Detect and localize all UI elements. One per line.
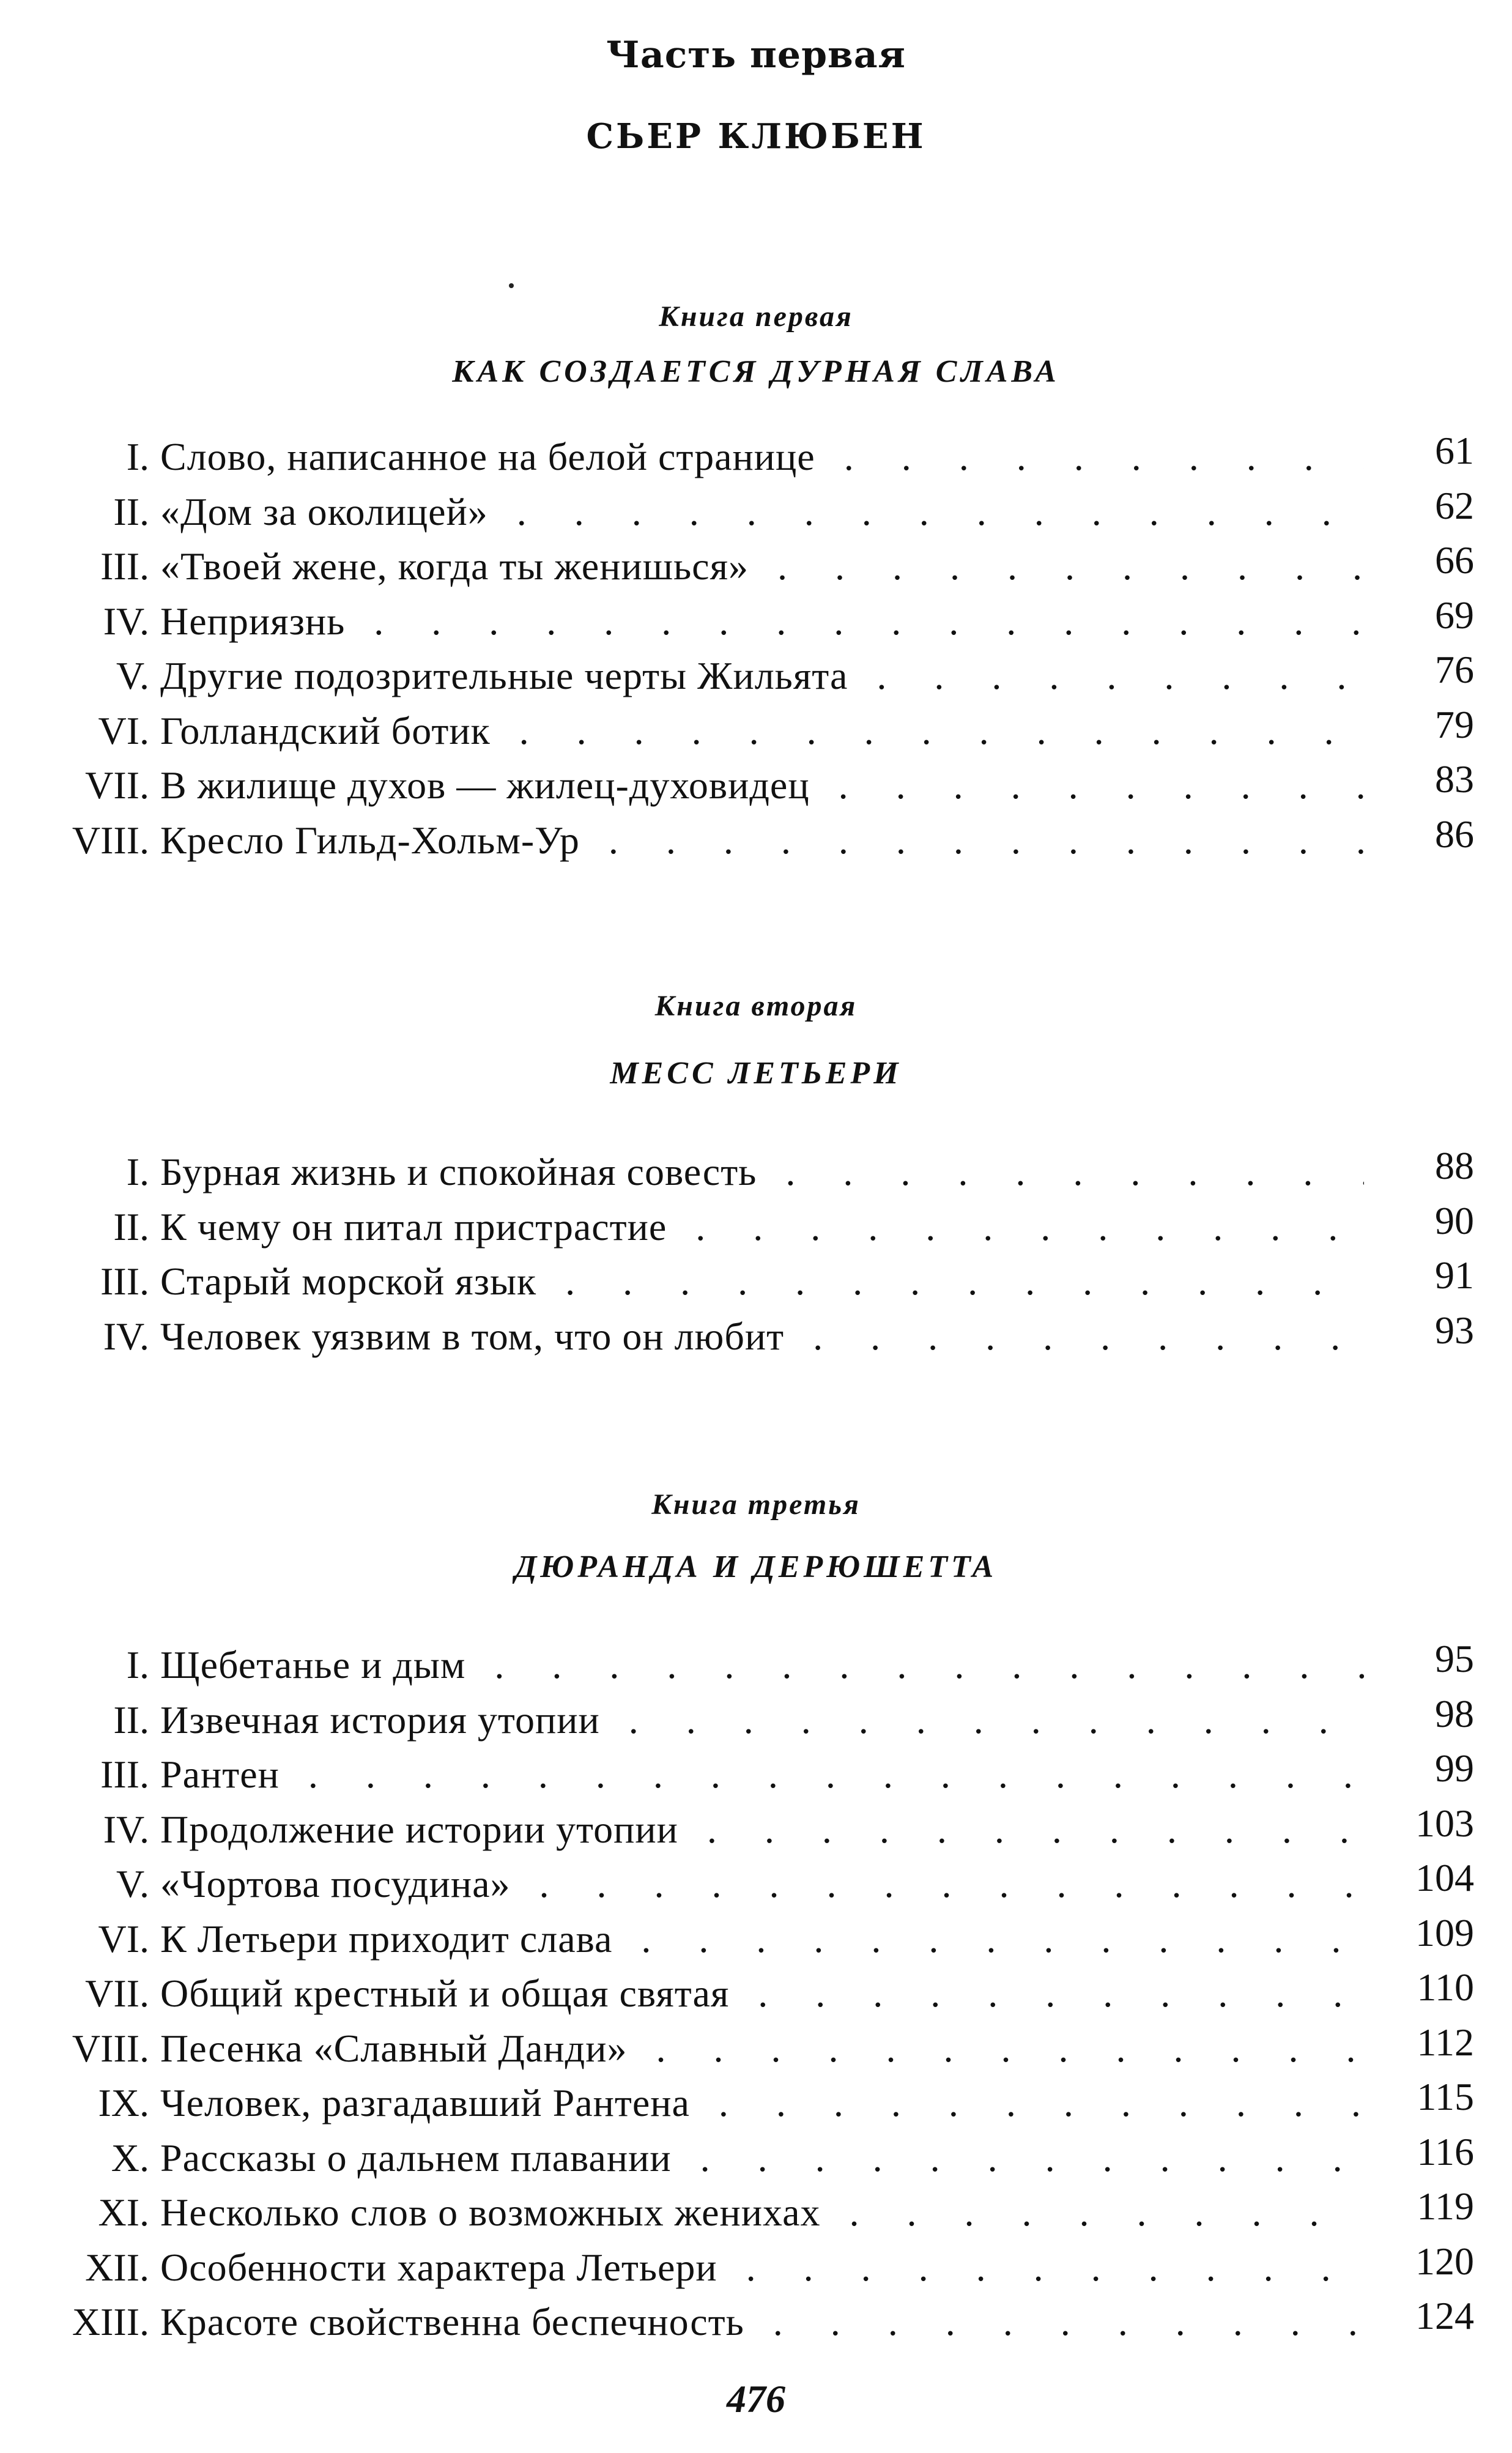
chapter-page: 119 xyxy=(1364,2179,1474,2234)
chapter-number: II. xyxy=(113,1698,149,1742)
chapter-number: VII. xyxy=(85,763,149,807)
chapter-number: IV. xyxy=(103,1314,149,1358)
chapter-title: Рантен . . . xyxy=(160,1747,1371,1802)
chapter-number: VI. xyxy=(98,708,149,752)
book-title: ДЮРАНДА И ДЕРЮШЕТТА xyxy=(514,1549,998,1584)
chapter-number: II. xyxy=(113,489,149,533)
chapter-number: XII. xyxy=(85,2245,149,2289)
chapter-page: 104 xyxy=(1364,1850,1474,1906)
chapter-title: «Твоей жене, когда ты женишься» . . . xyxy=(160,539,1371,594)
chapter-title: В жилище духов — жилец-духовидец . . . xyxy=(160,758,1371,813)
chapter-title: Рассказы о дальнем плавании . . . xyxy=(160,2131,1371,2186)
chapter-number: XIII. xyxy=(72,2300,149,2344)
chapter-page: 103 xyxy=(1364,1796,1474,1851)
chapter-page: 62 xyxy=(1364,478,1474,533)
toc-row xyxy=(0,1857,1512,1912)
chapter-number: I. xyxy=(126,1643,149,1687)
toc-row xyxy=(0,1254,1512,1309)
chapter-number: IX. xyxy=(98,2081,149,2125)
chapter-page: 99 xyxy=(1364,1741,1474,1796)
chapter-page: 110 xyxy=(1364,1960,1474,2015)
chapter-page: 109 xyxy=(1364,1906,1474,1961)
chapter-title: Бурная жизнь и спокойная совесть . . . xyxy=(160,1145,1371,1200)
book-label: Книга первая xyxy=(659,300,853,333)
chapter-page: 61 xyxy=(1364,423,1474,478)
chapter-page: 76 xyxy=(1364,642,1474,697)
chapter-number: VI. xyxy=(98,1917,149,1961)
toc-row xyxy=(0,2021,1512,2076)
chapter-page: 98 xyxy=(1364,1687,1474,1742)
chapter-title: Человек, разгадавший Рантена . . . xyxy=(160,2076,1371,2131)
chapter-title: Другие подозрительные черты Жильята . . . xyxy=(160,648,1371,703)
toc-row xyxy=(0,1966,1512,2021)
toc-row xyxy=(0,2131,1512,2186)
toc-row xyxy=(0,1309,1512,1364)
toc-row xyxy=(0,1912,1512,1967)
toc-row xyxy=(0,2185,1512,2240)
chapter-number: III. xyxy=(100,544,149,588)
toc-row xyxy=(0,1145,1512,1200)
chapter-title: Кресло Гильд-Хольм-Ур . . . xyxy=(160,813,1371,868)
chapter-number: I. xyxy=(126,435,149,478)
toc-list xyxy=(0,1638,1512,2350)
toc-row xyxy=(0,1693,1512,1748)
chapter-title: Продолжение истории утопии . . . xyxy=(160,1802,1371,1857)
chapter-title: Старый морской язык . . . xyxy=(160,1254,1371,1309)
chapter-title: Извечная история утопии . . . xyxy=(160,1693,1371,1748)
chapter-page: 69 xyxy=(1364,588,1474,643)
chapter-number: I. xyxy=(126,1150,149,1193)
chapter-title: Голландский ботик . . . xyxy=(160,703,1371,759)
toc-row xyxy=(0,484,1512,540)
chapter-page: 83 xyxy=(1364,752,1474,807)
chapter-number: V. xyxy=(116,1862,149,1906)
toc-row xyxy=(0,539,1512,594)
chapter-number: III. xyxy=(100,1260,149,1303)
chapter-title: К Летьери приходит слава . . . xyxy=(160,1912,1371,1967)
chapter-title: Щебетанье и дым . . . xyxy=(160,1638,1371,1693)
toc-row xyxy=(0,2240,1512,2295)
toc-row xyxy=(0,703,1512,759)
chapter-number: VII. xyxy=(85,1972,149,2015)
chapter-page: 93 xyxy=(1364,1303,1474,1358)
chapter-number: X. xyxy=(111,2136,149,2180)
chapter-title: Особенности характера Летьери . . . xyxy=(160,2240,1371,2295)
chapter-number: IV. xyxy=(103,1807,149,1851)
chapter-page: 86 xyxy=(1364,807,1474,862)
chapter-number: XI. xyxy=(98,2191,149,2234)
toc-row xyxy=(0,758,1512,813)
toc-row xyxy=(0,1802,1512,1857)
chapter-number: IV. xyxy=(103,599,149,643)
chapter-page: 66 xyxy=(1364,533,1474,588)
toc-row xyxy=(0,1638,1512,1693)
chapter-page: 116 xyxy=(1364,2125,1474,2180)
book-label: Книга третья xyxy=(651,1488,861,1521)
chapter-title: К чему он питал пристрастие . . . xyxy=(160,1200,1371,1255)
chapter-page: 112 xyxy=(1364,2015,1474,2070)
chapter-page: 124 xyxy=(1364,2288,1474,2344)
chapter-title: Красоте свойственна беспечность . . . xyxy=(160,2295,1371,2350)
chapter-title: «Чортова посудина» . . . xyxy=(160,1857,1371,1912)
chapter-title: Несколько слов о возможных женихах . . . xyxy=(160,2185,1371,2240)
chapter-page: 79 xyxy=(1364,697,1474,752)
chapter-number: V. xyxy=(116,654,149,697)
toc-row xyxy=(0,2295,1512,2350)
toc-row xyxy=(0,429,1512,484)
chapter-title: «Дом за околицей» . . . xyxy=(160,484,1371,540)
toc-row xyxy=(0,813,1512,868)
book-label: Книга вторая xyxy=(654,990,858,1022)
chapter-page: 95 xyxy=(1364,1631,1474,1687)
chapter-number: VIII. xyxy=(72,2026,149,2070)
print-speck xyxy=(509,283,514,288)
chapter-title: Песенка «Славный Данди» . . . xyxy=(160,2021,1371,2076)
chapter-title: Человек уязвим в том, что он любит . . . xyxy=(160,1309,1371,1364)
book-title: МЕСС ЛЕТЬЕРИ xyxy=(610,1056,902,1091)
toc-row xyxy=(0,2076,1512,2131)
chapter-title: Слово, написанное на белой странице . . . xyxy=(160,429,1371,484)
page-number: 476 xyxy=(727,2377,785,2421)
chapter-page: 88 xyxy=(1364,1138,1474,1193)
toc-list xyxy=(0,429,1512,867)
chapter-number: III. xyxy=(100,1753,149,1796)
chapter-title: Общий крестный и общая святая . . . xyxy=(160,1966,1371,2021)
chapter-page: 90 xyxy=(1364,1193,1474,1249)
chapter-page: 120 xyxy=(1364,2234,1474,2289)
toc-row xyxy=(0,648,1512,703)
chapter-page: 115 xyxy=(1364,2069,1474,2125)
toc-list xyxy=(0,1145,1512,1364)
chapter-number: II. xyxy=(113,1204,149,1249)
chapter-title: Неприязнь . . . xyxy=(160,594,1371,649)
toc-row xyxy=(0,1747,1512,1802)
book-title: КАК СОЗДАЕТСЯ ДУРНАЯ СЛАВА xyxy=(452,354,1060,389)
toc-row xyxy=(0,1200,1512,1255)
chapter-page: 91 xyxy=(1364,1248,1474,1303)
chapter-number: VIII. xyxy=(72,818,149,862)
part-subtitle: СЬЕР КЛЮБЕН xyxy=(586,116,926,157)
toc-row xyxy=(0,594,1512,649)
part-title: Часть первая xyxy=(606,34,906,76)
